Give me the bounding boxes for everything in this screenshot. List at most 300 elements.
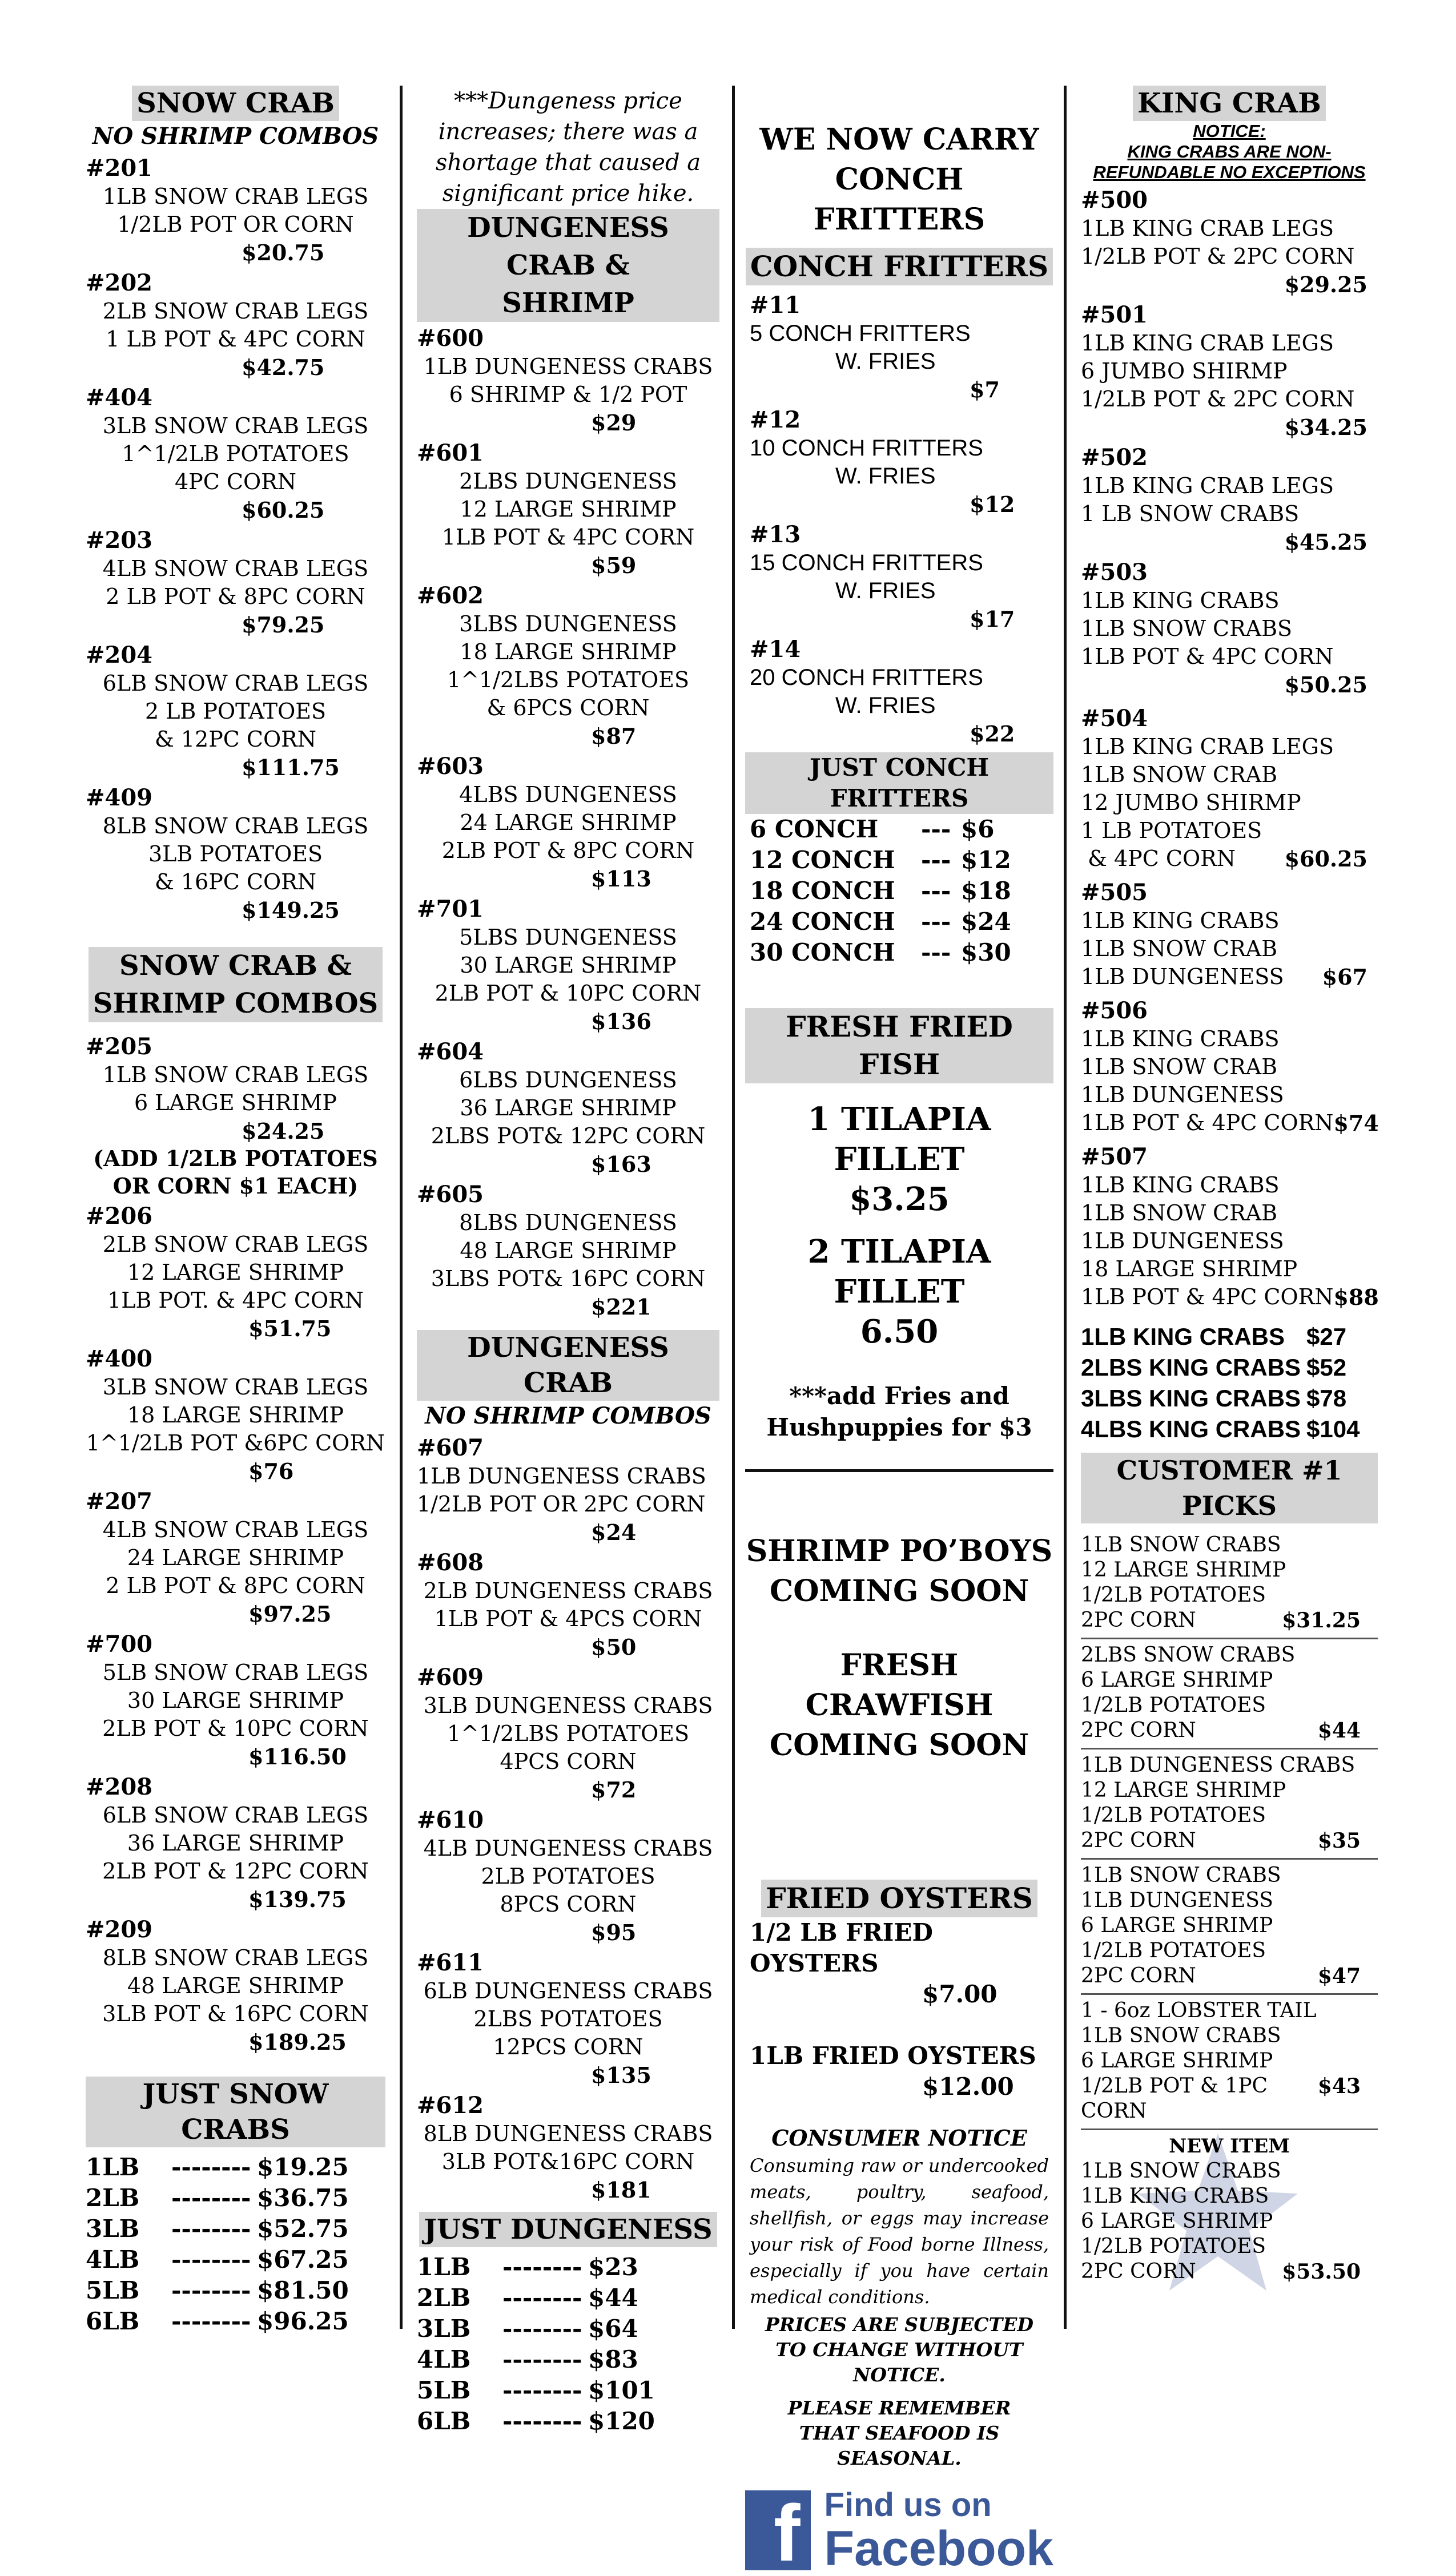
tilapia-1-price: $3.25 xyxy=(849,1180,950,1218)
notice-line: shortage that caused a xyxy=(435,150,701,176)
item-line: 1LB POT & 4PC CORN xyxy=(1081,1284,1334,1309)
price-row xyxy=(86,2244,385,2275)
weight-label: 18 CONCH xyxy=(750,877,895,905)
facebook-label: Facebook xyxy=(824,2521,1053,2576)
item-price: $24.25 xyxy=(242,1118,325,1144)
poboys-line2: COMING SOON xyxy=(769,1574,1029,1609)
item-line: 6LB DUNGENESS CRABS xyxy=(423,1978,713,2003)
weight-label: 4LB xyxy=(417,2345,471,2373)
item-line: 1LB SNOW CRAB xyxy=(1081,762,1278,787)
item-line: 12 LARGE SHRIMP xyxy=(127,1260,344,1285)
menu-item xyxy=(417,1806,719,1946)
just-conch-header: JUST CONCH FRITTERS xyxy=(745,752,1053,814)
king-crab-pound-row xyxy=(1081,1321,1378,1352)
price-row xyxy=(417,2252,719,2283)
pick-line: 1/2LB POTATOES xyxy=(1081,1583,1266,1607)
item-price: $45.25 xyxy=(1284,529,1367,555)
menu-item xyxy=(417,895,719,1035)
item-line: 1LB DUNGENESS xyxy=(1081,964,1284,989)
item-line: 1LB KING CRABS xyxy=(1081,588,1280,613)
just-conch-table xyxy=(745,814,1053,968)
menu-item xyxy=(417,1949,719,2089)
item-line: 36 LARGE SHRIMP xyxy=(127,1831,344,1856)
menu-item xyxy=(417,1549,719,1661)
tilapia-1-label: 1 TILAPIA FILLET xyxy=(807,1100,991,1178)
menu-item xyxy=(86,269,385,381)
item-line: 12 LARGE SHRIMP xyxy=(460,497,677,522)
fries-addon-line2: Hushpuppies for $3 xyxy=(766,1413,1032,1441)
pick-last-row xyxy=(1081,1718,1378,1743)
row-price: $101 xyxy=(588,2376,655,2404)
pick-line: 1/2LB POTATOES xyxy=(1081,1939,1266,1962)
row-price: $120 xyxy=(588,2407,655,2435)
item-line: W. FRIES xyxy=(835,693,936,718)
item-line: 6 LARGE SHRIMP xyxy=(134,1090,337,1115)
item-line: 1LB KING CRAB LEGS xyxy=(1081,216,1334,241)
add-potatoes-note: (ADD 1/2LB POTATOES OR CORN $1 EACH) xyxy=(93,1146,378,1199)
item-number: #610 xyxy=(417,1807,484,1833)
item-price: $29 xyxy=(591,410,637,436)
dungeness-crab-subheader: NO SHRIMP COMBOS xyxy=(425,1402,711,1429)
item-price: $87 xyxy=(591,723,637,749)
weight-label: 2LB xyxy=(417,2284,471,2312)
item-line: 18 LARGE SHRIMP xyxy=(1081,1256,1298,1281)
item-price: $149.25 xyxy=(242,897,340,923)
item-price: $50.25 xyxy=(1284,672,1367,698)
item-line: 3LB SNOW CRAB LEGS xyxy=(102,413,369,438)
item-line: & 12PC CORN xyxy=(154,727,317,752)
menu-item xyxy=(86,154,385,267)
dash-separator: -------- xyxy=(502,2345,582,2373)
pick-price: $44 xyxy=(1317,1719,1361,1743)
menu-item-205 xyxy=(86,1033,385,1145)
dungeness-shrimp-header xyxy=(417,209,719,322)
crawfish-coming-soon xyxy=(745,1646,1053,1765)
oyster-half-lb: 1/2 LB FRIED OYSTERS xyxy=(750,1918,933,1977)
snow-shrimp-header-line2: SHRIMP COMBOS xyxy=(92,987,379,1019)
tilapia-1 xyxy=(745,1099,1053,1219)
menu-item xyxy=(86,784,385,924)
item-price: $42.75 xyxy=(242,354,325,380)
item-number: #612 xyxy=(417,2092,484,2119)
row-price: $23 xyxy=(588,2253,638,2281)
row-price: $36.75 xyxy=(257,2184,349,2212)
weight-label: 24 CONCH xyxy=(750,908,895,936)
item-price: $67 xyxy=(1322,964,1367,990)
pick-line: 6 LARGE SHRIMP xyxy=(1081,1914,1273,1937)
item-line: 1LB POT & 4PCS CORN xyxy=(434,1606,702,1631)
price-row xyxy=(417,2406,719,2437)
row-price: $18 xyxy=(961,877,1011,905)
row-price: $67.25 xyxy=(257,2246,349,2273)
item-line: 1LB KING CRAB LEGS xyxy=(1081,473,1334,498)
just-dungeness-table xyxy=(417,2252,719,2437)
item-number: #603 xyxy=(417,753,484,780)
menu-item xyxy=(86,384,385,524)
price-row xyxy=(86,2275,385,2306)
just-snow-crabs-header: JUST SNOW CRABS xyxy=(86,2077,385,2147)
item-line: 2LB POT & 10PC CORN xyxy=(435,981,702,1006)
item-number: #205 xyxy=(86,1033,153,1060)
menu-item xyxy=(86,526,385,639)
item-price: $22 xyxy=(970,721,1015,747)
item-line: 1 LB POT & 4PC CORN xyxy=(106,326,365,352)
item-number: #14 xyxy=(750,636,801,663)
price-row xyxy=(417,2375,719,2406)
dash-separator: -------- xyxy=(502,2315,582,2343)
now-carry-banner xyxy=(745,120,1053,240)
item-line: 1 LB POTATOES xyxy=(1081,818,1262,843)
item-number: #505 xyxy=(1081,879,1148,906)
menu-item xyxy=(86,641,385,781)
item-line: 8LB SNOW CRAB LEGS xyxy=(102,1945,369,1970)
customer-pick xyxy=(1081,1749,1378,1860)
item-price: $181 xyxy=(591,2177,651,2203)
weight-label: 4LB xyxy=(86,2246,140,2273)
item-line: 1/2LB POT OR CORN xyxy=(117,212,354,237)
conch-item xyxy=(745,635,1053,748)
menu-item xyxy=(1081,704,1378,873)
menu-item xyxy=(86,1773,385,1913)
item-line: 1LB KING CRABS xyxy=(1081,908,1280,933)
item-line: 6LB SNOW CRAB LEGS xyxy=(102,671,369,696)
menu-item xyxy=(1081,878,1378,991)
pick-line: 12 LARGE SHRIMP xyxy=(1081,1558,1286,1582)
conch-item xyxy=(745,521,1053,633)
item-line: 4LB SNOW CRAB LEGS xyxy=(102,1517,369,1542)
weight-label: 6LB xyxy=(417,2407,471,2435)
item-last-row xyxy=(1081,1283,1378,1311)
pick-line: 6 LARGE SHRIMP xyxy=(1081,1668,1273,1692)
menu-item xyxy=(417,1038,719,1178)
item-line: 2LBS DUNGENESS xyxy=(459,469,677,494)
item-price: $51.75 xyxy=(248,1316,332,1341)
pick-line: 2PC CORN xyxy=(1081,1829,1196,1852)
item-number: #207 xyxy=(86,1488,153,1515)
dungeness-shrimp-header-line1: DUNGENESS CRAB & xyxy=(467,212,669,281)
price-row xyxy=(745,876,1053,906)
conch-fritters-items xyxy=(745,291,1053,748)
dash-separator: -------- xyxy=(502,2253,582,2281)
menu-item xyxy=(86,1202,385,1343)
item-line: 4LBS DUNGENESS xyxy=(459,782,677,807)
pick-line: 1LB KING CRABS xyxy=(1081,2184,1269,2208)
item-price: $12 xyxy=(970,491,1015,517)
dungeness-crab-items xyxy=(417,1549,719,2204)
item-price: $60.25 xyxy=(1284,846,1367,872)
menu-item xyxy=(417,2091,719,2204)
item-price: $221 xyxy=(591,1294,651,1320)
menu-item xyxy=(417,1663,719,1804)
pick-line: 2PC CORN xyxy=(1081,2260,1196,2283)
item-line: 4PC CORN xyxy=(175,469,296,494)
item-line: 1^1/2LB POT &6PC CORN xyxy=(86,1430,385,1456)
price-row xyxy=(745,814,1053,845)
item-number: #201 xyxy=(86,155,153,182)
price-row xyxy=(86,2152,385,2183)
item-line: 1^1/2LBS POTATOES xyxy=(447,1721,690,1746)
pick-line: 12 LARGE SHRIMP xyxy=(1081,1779,1286,1802)
facebook-icon: f xyxy=(745,2490,811,2570)
item-line: 3LB POT & 16PC CORN xyxy=(102,2001,369,2026)
item-number: #502 xyxy=(1081,444,1148,471)
conch-item xyxy=(745,406,1053,518)
price-row xyxy=(745,906,1053,937)
item-number: #604 xyxy=(417,1038,484,1065)
item-line: 3LB POTATOES xyxy=(148,841,323,866)
item-line: 15 CONCH FRITTERS xyxy=(750,550,983,575)
item-line: 3LB POT&16PC CORN xyxy=(441,2149,695,2174)
price-row xyxy=(745,937,1053,968)
item-line: 3LB SNOW CRAB LEGS xyxy=(102,1374,369,1400)
item-line: 48 LARGE SHRIMP xyxy=(460,1238,677,1263)
conch-fritters-header: CONCH FRITTERS xyxy=(746,248,1053,285)
king-crab-pound-row xyxy=(1081,1352,1378,1383)
pick-price: $31.25 xyxy=(1282,1609,1361,1632)
item-line: 4PCS CORN xyxy=(500,1749,637,1774)
dungeness-shrimp-items xyxy=(417,324,719,1321)
customer-picks-list xyxy=(1081,1529,1378,2130)
item-line: 1LB SNOW CRAB LEGS xyxy=(102,1062,369,1087)
column-divider-1 xyxy=(400,86,403,2329)
row-price: $44 xyxy=(588,2284,638,2312)
item-number: #600 xyxy=(417,325,484,352)
customer-pick xyxy=(1081,1860,1378,1995)
fries-addon-line1: ***add Fries and xyxy=(789,1382,1009,1410)
price-row xyxy=(745,845,1053,876)
snow-shrimp-header-line1: SNOW CRAB & xyxy=(119,950,352,982)
facebook-banner[interactable] xyxy=(745,2487,1053,2574)
item-number: #504 xyxy=(1081,705,1148,732)
price-row xyxy=(417,2344,719,2375)
menu-item xyxy=(1081,558,1378,699)
item-last-row xyxy=(1081,845,1378,873)
item-price: $88 xyxy=(1333,1284,1379,1310)
item-line: 2LB SNOW CRAB LEGS xyxy=(102,299,369,324)
customer-picks-header: CUSTOMER #1 PICKS xyxy=(1081,1453,1378,1523)
item-price: $59 xyxy=(591,553,637,578)
king-crab-combo-items xyxy=(1081,704,1378,1311)
item-number: #409 xyxy=(86,784,153,811)
item-number: #13 xyxy=(750,521,801,548)
pick-line: 1/2LB POTATOES xyxy=(1081,1694,1266,1717)
item-line: 8LB DUNGENESS CRABS xyxy=(423,2121,713,2146)
item-price: $79.25 xyxy=(242,612,325,638)
item-line: 2LB POT & 10PC CORN xyxy=(102,1716,369,1741)
item-line: 10 CONCH FRITTERS xyxy=(750,436,983,461)
item-line: & 16PC CORN xyxy=(154,869,317,894)
pick-last-row xyxy=(1081,1608,1378,1633)
item-line: 24 LARGE SHRIMP xyxy=(127,1545,344,1570)
dungeness-shrimp-header-line2: SHRIMP xyxy=(502,287,634,319)
item-price: $116.50 xyxy=(248,1744,347,1769)
row-price: $64 xyxy=(588,2315,638,2343)
now-carry-line1: WE NOW CARRY xyxy=(759,122,1039,157)
item-price: $74 xyxy=(1333,1110,1379,1136)
dungeness-price-notice xyxy=(417,86,719,209)
item-line: 36 LARGE SHRIMP xyxy=(460,1095,677,1120)
dash-separator: --- xyxy=(921,846,951,874)
item-line: 2LBS POTATOES xyxy=(473,2006,663,2031)
item-number: #602 xyxy=(417,582,484,609)
fresh-fried-fish-header: FRESH FRIED FISH xyxy=(745,1008,1053,1083)
weight-label: 6LB xyxy=(86,2307,140,2335)
item-line: 18 LARGE SHRIMP xyxy=(460,639,677,664)
item-line: 1/2LB POT OR 2PC CORN xyxy=(417,1491,706,1517)
menu-item xyxy=(86,1345,385,1485)
item-number: #601 xyxy=(417,440,484,466)
customer-pick xyxy=(1081,1995,1378,2130)
poboys-line1: SHRIMP PO’BOYS xyxy=(746,1534,1053,1569)
king-crab-pound-row xyxy=(1081,1414,1378,1445)
crawfish-line2: COMING SOON xyxy=(769,1728,1029,1763)
dash-separator: -------- xyxy=(171,2184,251,2212)
menu-item-607 xyxy=(417,1434,719,1546)
item-number: #608 xyxy=(417,1549,484,1576)
item-line: 6 JUMBO SHIRMP xyxy=(1081,358,1288,384)
item-number: #611 xyxy=(417,1949,484,1976)
pick-line: 6 LARGE SHRIMP xyxy=(1081,2049,1273,2073)
snow-crab-header: SNOW CRAB xyxy=(132,86,339,121)
row-price: $6 xyxy=(961,815,995,843)
item-line: 8PCS CORN xyxy=(500,1892,637,1917)
item-number: #507 xyxy=(1081,1143,1148,1170)
consumer-notice-text: Consuming raw or undercooked meats, poultry, seafood, shellfish, or eggs may increase your risk of Food borne Illness, especially if you have certain medical conditions. xyxy=(750,2155,1049,2308)
pick-price: $35 xyxy=(1317,1829,1361,1853)
menu-item xyxy=(417,439,719,579)
weight-label: 12 CONCH xyxy=(750,846,895,874)
item-line: 2LB POT & 8PC CORN xyxy=(441,838,695,863)
pick-line: 1/2LB POTATOES xyxy=(1081,1804,1266,1827)
item-line: 30 LARGE SHRIMP xyxy=(127,1688,344,1713)
item-line: & 6PCS CORN xyxy=(486,695,650,720)
item-line: 12PCS CORN xyxy=(493,2034,643,2059)
item-number: #609 xyxy=(417,1664,484,1691)
notice-line: ***Dungeness price xyxy=(454,88,682,114)
item-price: $17 xyxy=(970,606,1015,632)
item-line: 1LB SNOW CRAB xyxy=(1081,936,1278,961)
dash-separator: -------- xyxy=(171,2307,251,2335)
item-line: 2LB SNOW CRAB LEGS xyxy=(102,1232,369,1257)
prices-subject-note: PRICES ARE SUBJECTED TO CHANGE WITHOUT NOTICE. xyxy=(765,2313,1033,2386)
item-line: 1LB KING CRAB LEGS xyxy=(1081,734,1334,759)
pick-line: 1/2LB POTATOES xyxy=(1081,2235,1266,2258)
oyster-1lb: 1LB FRIED OYSTERS xyxy=(750,2042,1036,2070)
weight-label: 5LB xyxy=(86,2276,140,2304)
item-price: $50 xyxy=(591,1634,637,1660)
price-row xyxy=(417,2283,719,2313)
item-line: 1^1/2LB POTATOES xyxy=(122,441,349,466)
item-price: $113 xyxy=(591,866,651,892)
menu-item xyxy=(1081,301,1378,441)
item-line: 1LB DUNGENESS CRABS xyxy=(423,354,713,379)
dash-separator: -------- xyxy=(171,2246,251,2273)
weight-label: 3LBS KING CRABS xyxy=(1081,1385,1301,1412)
item-number: #12 xyxy=(750,406,801,433)
item-line: 1LB KING CRAB LEGS xyxy=(1081,330,1334,356)
price-row xyxy=(417,2313,719,2344)
item-number: #404 xyxy=(86,384,153,411)
item-line: 48 LARGE SHRIMP xyxy=(127,1973,344,1998)
item-price: $95 xyxy=(591,1920,637,1945)
menu-item xyxy=(86,1916,385,2056)
item-price: $135 xyxy=(591,2062,651,2088)
pick-line: 1 - 6oz LOBSTER TAIL xyxy=(1081,1999,1317,2022)
item-price: $111.75 xyxy=(242,755,340,780)
menu-item xyxy=(1081,186,1378,299)
item-number: #208 xyxy=(86,1773,153,1800)
pick-last-row xyxy=(1081,2259,1378,2284)
pick-line: 1LB SNOW CRABS xyxy=(1081,1864,1281,1887)
item-line: 5 CONCH FRITTERS xyxy=(750,321,971,346)
row-price: $78 xyxy=(1306,1385,1347,1412)
king-crab-notice-text: KING CRABS ARE NON-REFUNDABLE NO EXCEPTIONS xyxy=(1093,142,1366,182)
price-row xyxy=(86,2214,385,2244)
item-line: 1/2LB POT & 2PC CORN xyxy=(1081,244,1355,269)
pick-line: 1LB SNOW CRABS xyxy=(1081,2159,1281,2183)
shrimp-poboys-coming-soon xyxy=(745,1531,1053,1611)
item-line: 1LB POT & 4PC CORN xyxy=(1081,1110,1334,1135)
notice-line: significant price hike. xyxy=(442,180,694,207)
menu-item xyxy=(1081,444,1378,556)
item-line: 8LB SNOW CRAB LEGS xyxy=(102,813,369,838)
item-number: #204 xyxy=(86,642,153,668)
new-item-details xyxy=(1081,2159,1378,2289)
item-price: $20.75 xyxy=(242,240,325,265)
item-price: $34.25 xyxy=(1284,414,1367,440)
item-line: 5LB SNOW CRAB LEGS xyxy=(102,1660,369,1685)
just-snow-crabs-table xyxy=(86,2152,385,2337)
item-line: 1LB POT & 4PC CORN xyxy=(441,525,695,550)
item-line: 1LB KING CRABS xyxy=(1081,1026,1280,1051)
snow-crab-subheader: NO SHRIMP COMBOS xyxy=(92,123,379,150)
item-number: #700 xyxy=(86,1631,153,1658)
item-line: W. FRIES xyxy=(835,463,936,489)
weight-label: 30 CONCH xyxy=(750,938,895,966)
pick-line: 1LB SNOW CRABS xyxy=(1081,2024,1281,2047)
fried-oysters-header: FRIED OYSTERS xyxy=(761,1880,1037,1917)
item-number: #701 xyxy=(417,896,484,922)
king-crab-notice-title: NOTICE: xyxy=(1193,121,1266,141)
row-price: $104 xyxy=(1306,1416,1360,1442)
item-line: 4LB DUNGENESS CRABS xyxy=(423,1836,713,1861)
dash-separator: --- xyxy=(921,908,951,936)
item-price: $60.25 xyxy=(242,497,325,523)
item-price: $97.25 xyxy=(248,1601,332,1627)
item-line: W. FRIES xyxy=(835,578,936,603)
crawfish-line1: FRESH CRAWFISH xyxy=(805,1648,994,1723)
dungeness-crab-header: DUNGENESS CRAB xyxy=(417,1330,719,1401)
item-number: #501 xyxy=(1081,301,1148,328)
tilapia-2-label: 2 TILAPIA FILLET xyxy=(807,1233,991,1311)
dash-separator: -------- xyxy=(502,2284,582,2312)
pick-line: 2PC CORN xyxy=(1081,1609,1196,1632)
dash-separator: --- xyxy=(921,877,951,905)
row-price: $81.50 xyxy=(257,2276,349,2304)
item-number: #202 xyxy=(86,269,153,296)
price-row xyxy=(86,2306,385,2337)
item-number: #400 xyxy=(86,1345,153,1372)
king-crab-items xyxy=(1081,186,1378,699)
item-line: 1LB SNOW CRAB xyxy=(1081,1200,1278,1225)
item-line: 2LB DUNGENESS CRABS xyxy=(423,1578,713,1603)
item-last-row xyxy=(1081,1109,1378,1137)
row-price: $19.25 xyxy=(257,2153,349,2181)
item-number: #605 xyxy=(417,1181,484,1208)
seasonal-note: PLEASE REMEMBER THAT SEAFOOD IS SEASONAL. xyxy=(787,2397,1011,2469)
item-line: 1LB DUNGENESS CRABS xyxy=(417,1464,706,1489)
item-number: #503 xyxy=(1081,559,1148,586)
